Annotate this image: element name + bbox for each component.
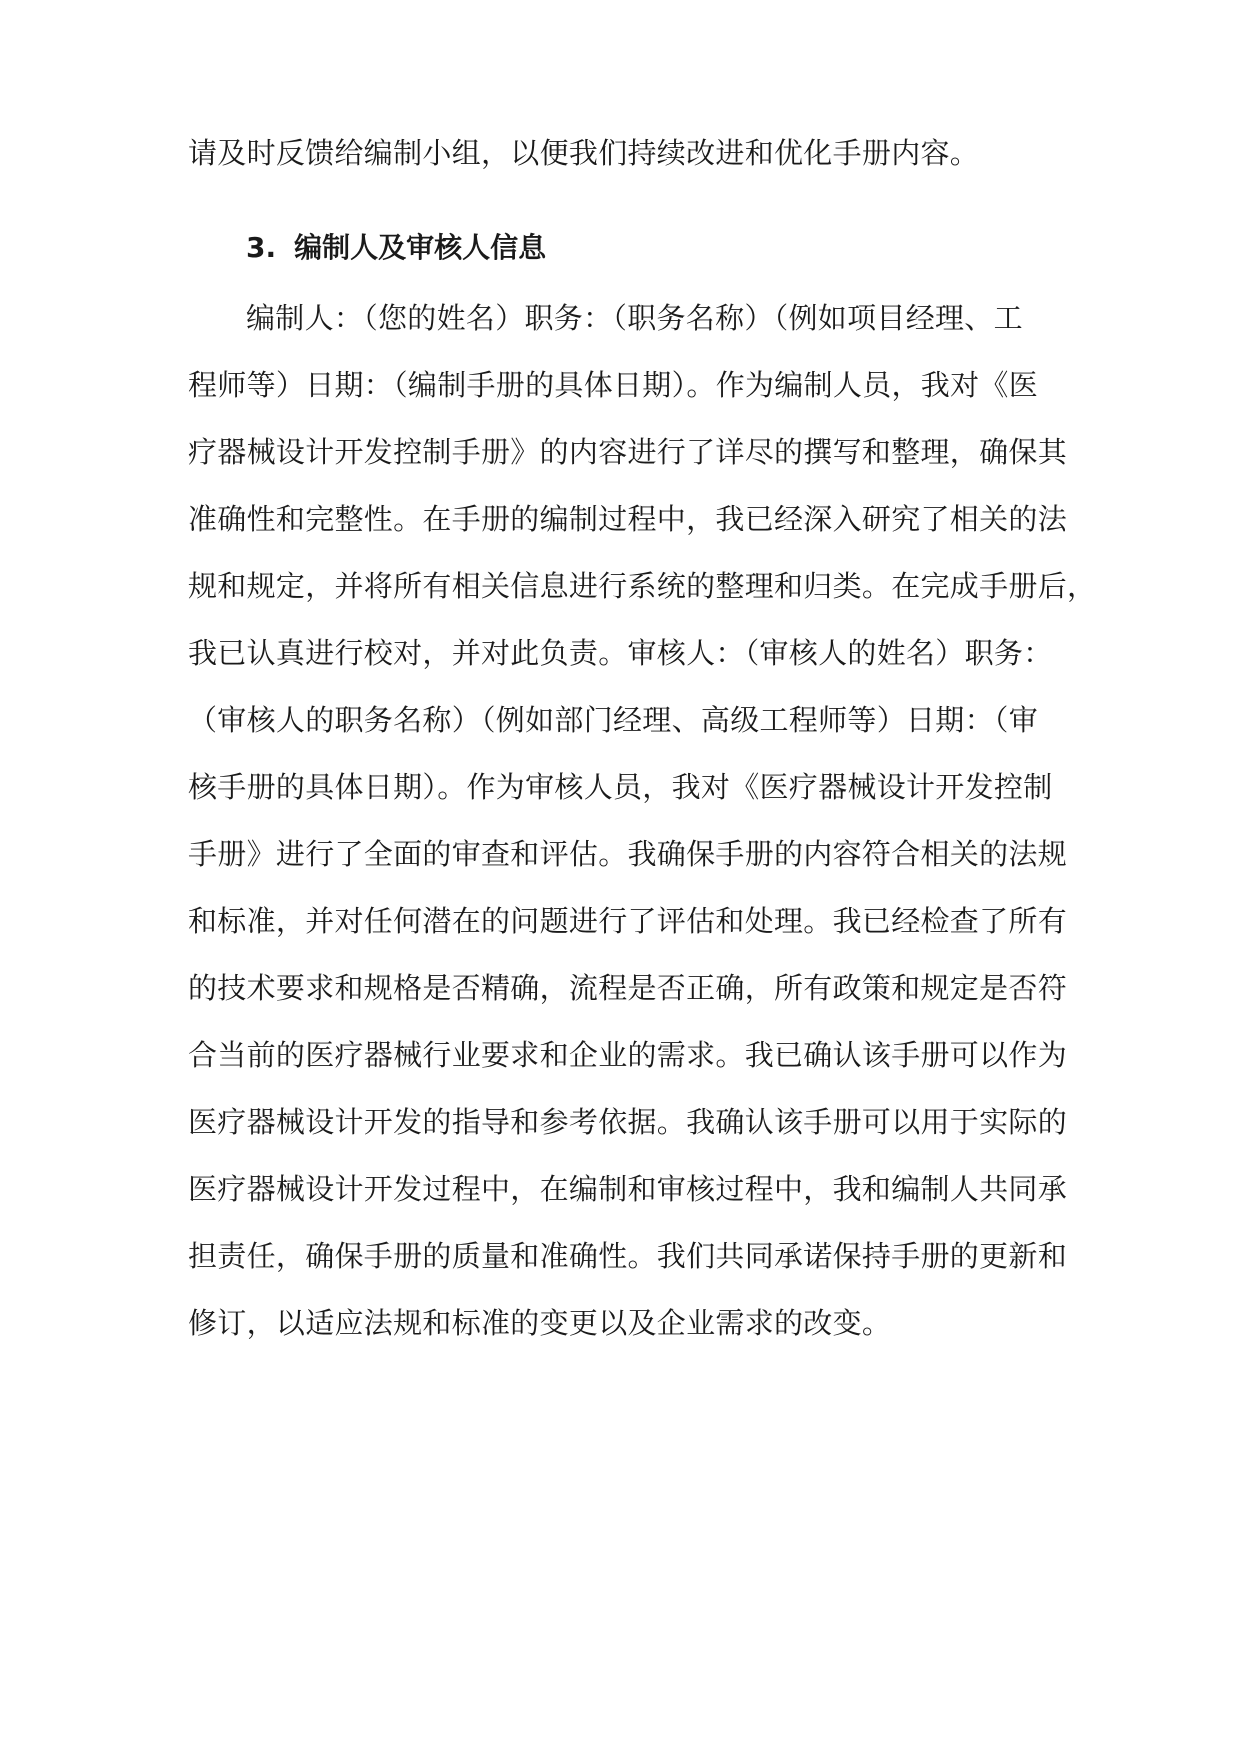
paragraph-line: 疗器械设计开发控制手册》的内容进行了详尽的撰写和整理，确保其 [188, 435, 1068, 469]
paragraph-line: 程师等）日期：（编制手册的具体日期）。作为编制人员，我对《医 [188, 368, 1039, 402]
paragraph-line: 和标准，并对任何潜在的问题进行了评估和处理。我已经检查了所有 [188, 904, 1068, 938]
paragraph-line: 手册》进行了全面的审查和评估。我确保手册的内容符合相关的法规 [188, 837, 1068, 871]
section-title: 编制人及审核人信息 [294, 231, 547, 264]
intro-text-line: 请及时反馈给编制小组，以便我们持续改进和优化手册内容。 [188, 136, 980, 170]
paragraph-line: 医疗器械设计开发的指导和参考依据。我确认该手册可以用于实际的 [188, 1105, 1068, 1139]
paragraph-line: 的技术要求和规格是否精确，流程是否正确，所有政策和规定是否符 [188, 971, 1068, 1005]
paragraph-line: 准确性和完整性。在手册的编制过程中，我已经深入研究了相关的法 [188, 502, 1068, 536]
paragraph-line: 医疗器械设计开发过程中，在编制和审核过程中，我和编制人共同承 [188, 1172, 1068, 1206]
paragraph-line: 合当前的医疗器械行业要求和企业的需求。我已确认该手册可以作为 [188, 1038, 1068, 1072]
paragraph-line: 核手册的具体日期）。作为审核人员，我对《医疗器械设计开发控制 [188, 770, 1053, 804]
paragraph-line: 我已认真进行校对，并对此负责。审核人：（审核人的姓名）职务： [188, 636, 1053, 670]
paragraph-line: （审核人的职务名称）（例如部门经理、高级工程师等）日期：（审 [188, 703, 1039, 737]
section-heading [246, 228, 546, 268]
paragraph-line: 规和规定，并将所有相关信息进行系统的整理和归类。在完成手册后， [188, 569, 1097, 603]
paragraph-line: 担责任，确保手册的质量和准确性。我们共同承诺保持手册的更新和 [188, 1239, 1068, 1273]
section-number: 3. [246, 231, 277, 264]
paragraph-line: 修订，以适应法规和标准的变更以及企业需求的改变。 [188, 1306, 892, 1340]
paragraph-line: 编制人：（您的姓名）职务：（职务名称）（例如项目经理、工 [246, 301, 1023, 335]
